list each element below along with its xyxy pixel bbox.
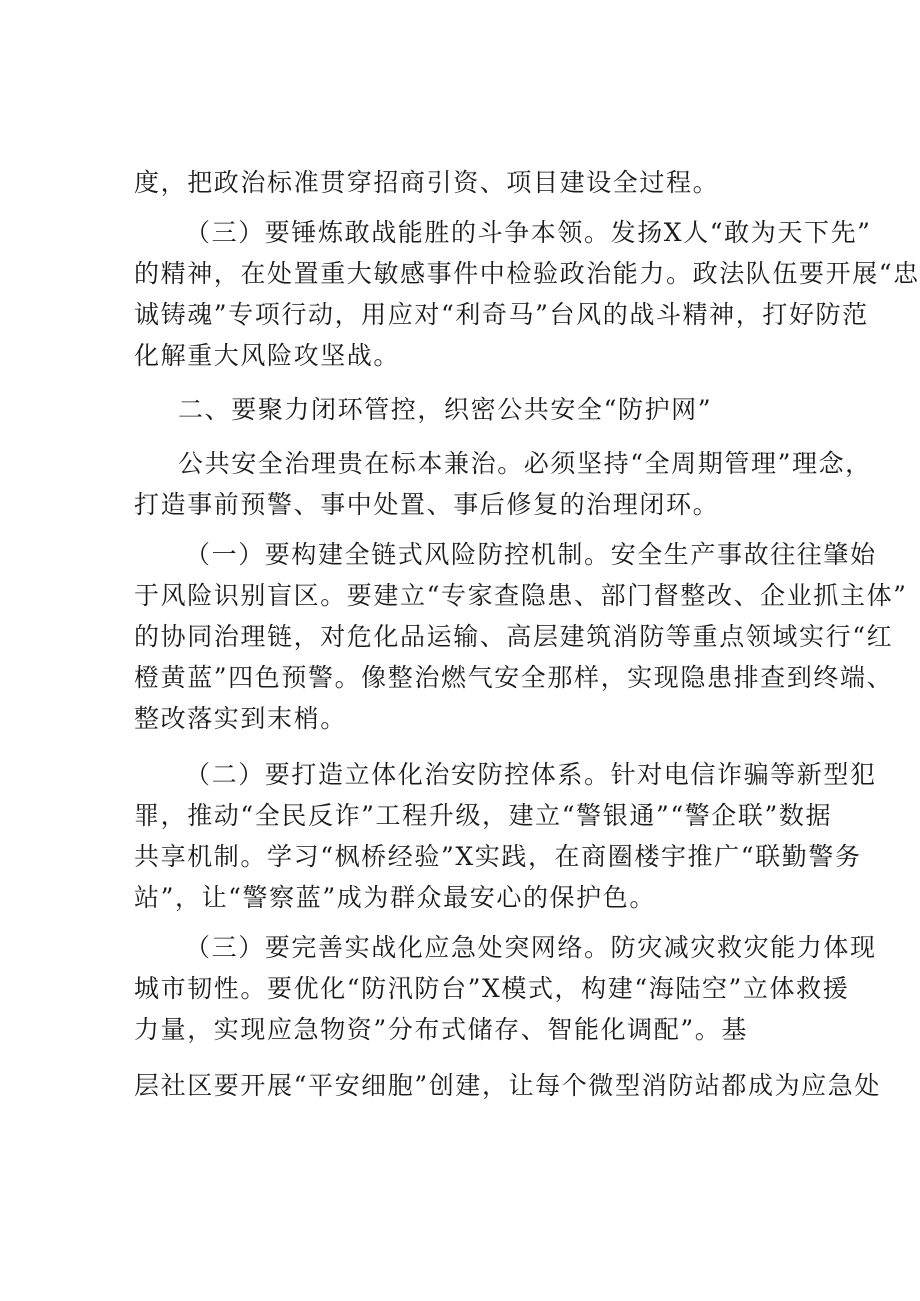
paragraph-line: 公共安全治理贵在标本兼治。必须坚持“全周期管理”理念，: [178, 449, 872, 478]
paragraph-line: 整改落实到末梢。: [134, 704, 347, 733]
paragraph-line: 的协同治理链，对危化品运输、高层建筑消防等重点领域实行“红: [134, 622, 894, 651]
paragraph-line: 诚铸魂”专项行动，用应对“利奇马”台风的战斗精神，打好防范: [134, 300, 869, 329]
paragraph-line: 力量，实现应急物资”分布式储存、智能化调配”。基: [134, 1015, 748, 1044]
paragraph-line: 于风险识别盲区。要建立“专家查隐患、部门督整改、企业抓主体”: [134, 581, 908, 610]
paragraph-line: 度，把政治标准贯穿招商引资、项目建设全过程。: [134, 168, 720, 197]
chapter-heading-2: 二、要聚力闭环管控，织密公共安全“防护网”: [178, 395, 713, 424]
paragraph-line: 罪，推动“全民反诈”工程升级，建立“警银通”“警企联”数据: [134, 801, 833, 830]
paragraph-line: 站”，让“警察蓝”成为群众最安心的保护色。: [134, 883, 656, 912]
paragraph-line: 层社区要开展“平安细胞”创建，让每个微型消防站都成为应急处: [134, 1071, 881, 1100]
paragraph-line: 的精神，在处置重大敏感事件中检验政治能力。政法队伍要开展“忠: [134, 259, 920, 288]
section-heading-1-line: （一）要构建全链式风险防控机制。安全生产事故往往肇始: [185, 540, 877, 569]
section-heading-3b-line: （三）要完善实战化应急处突网络。防灾减灾救灾能力体现: [185, 933, 877, 962]
paragraph-line: 橙黄蓝”四色预警。像整治燃气安全那样，实现隐患排查到终端、: [134, 663, 894, 692]
paragraph-line: 化解重大风险攻坚战。: [134, 341, 401, 370]
paragraph-line: 打造事前预警、事中处置、事后修复的治理闭环。: [134, 490, 720, 519]
section-heading-2-line: （二）要打造立体化治安防控体系。针对电信诈骗等新型犯: [185, 760, 877, 789]
section-heading-3-line: （三）要锤炼敢战能胜的斗争本领。发扬X人“敢为天下先”: [185, 218, 872, 247]
paragraph-line: 城市韧性。要优化“防汛防台”X模式，构建“海陆空”立体救援: [134, 974, 850, 1003]
paragraph-line: 共享机制。学习“枫桥经验”X实践，在商圈楼宇推广“联勤警务: [134, 842, 862, 871]
